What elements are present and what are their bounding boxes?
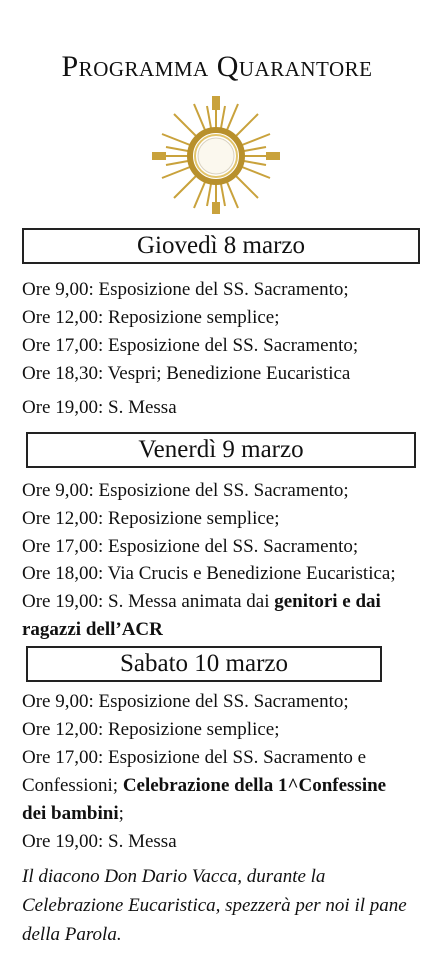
schedule-item: Ore 12,00: Reposizione semplice; [22,719,280,740]
schedule-item: Ore 17,00: Esposizione del SS. Sacramento e [22,747,367,768]
schedule-item: Ore 9,00: Esposizione del SS. Sacramento; [22,279,349,300]
schedule-item: Ore 18,30: Vespri; Benedizione Eucaristica [22,363,351,384]
day-header-friday: Venerdì 9 marzo [26,432,416,468]
day-header-saturday: Sabato 10 marzo [26,646,382,682]
schedule-item: Ore 17,00: Esposizione del SS. Sacramento; [22,536,359,557]
day-header-thursday: Giovedì 8 marzo [22,228,420,264]
closing-note: Il diacono Don Dario Vacca, durante la Celebrazione Eucaristica, spezzerà per noi il pane della Parola. [22,866,407,945]
schedule-item: Confessioni; Celebrazione della 1^Confessine [22,775,387,796]
page-title: Programma Quarantore [61,50,373,83]
schedule-item [22,618,163,642]
highlight-text: dei bambini [22,803,119,824]
highlight-text: ragazzi dell’ACR [22,619,163,640]
schedule-item: Ore 9,00: Esposizione del SS. Sacramento; [22,480,349,501]
schedule-item: Ore 12,00: Reposizione semplice; [22,508,280,529]
schedule-item: dei bambini; [22,803,124,824]
schedule-item: Ore 9,00: Esposizione del SS. Sacramento; [22,691,349,712]
schedule-item: Ore 18,00: Via Crucis e Benedizione Eucaristica; [22,563,396,584]
monstrance-icon [152,96,280,214]
schedule-item: Ore 19,00: S. Messa animata dai genitori e dai [22,591,381,612]
schedule-item: Ore 12,00: Reposizione semplice; [22,307,280,328]
schedule-item: Ore 19,00: S. Messa [22,831,177,852]
highlight-text: genitori e dai [274,591,381,612]
schedule-item: Ore 19,00: S. Messa [22,397,177,418]
highlight-text: Celebrazione della 1^Confessine [122,775,387,796]
schedule-item: Ore 17,00: Esposizione del SS. Sacramento; [22,335,359,356]
